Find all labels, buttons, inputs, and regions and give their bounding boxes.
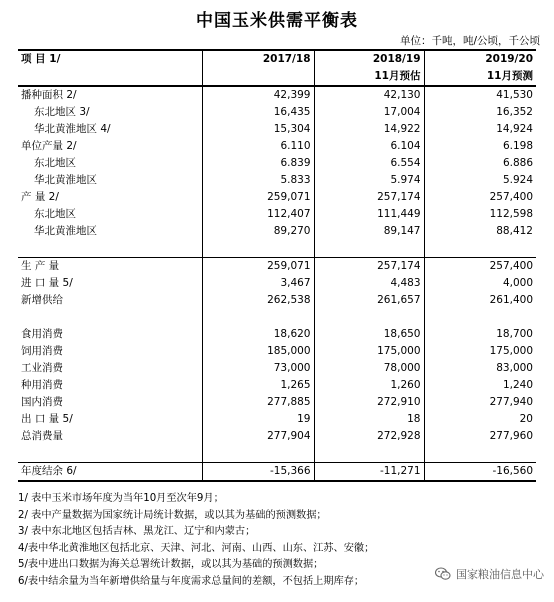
row-value: 41,530	[424, 86, 536, 104]
row-value: 18,620	[202, 326, 314, 343]
table-row	[18, 223, 536, 240]
row-label: 工业消费	[21, 362, 63, 374]
row-value: 272,928	[314, 428, 424, 445]
table-row	[18, 206, 536, 223]
spacer-cell	[314, 240, 424, 258]
table-row	[18, 258, 536, 276]
row-value: 4,000	[424, 275, 536, 292]
spacer-cell	[424, 309, 536, 326]
header-row	[18, 50, 536, 68]
row-value: 5.974	[314, 172, 424, 189]
row-value: 6.198	[424, 138, 536, 155]
row-value: 17,004	[314, 104, 424, 121]
row-value: 262,538	[202, 292, 314, 309]
row-value: 14,924	[424, 121, 536, 138]
row-value: 73,000	[202, 360, 314, 377]
header-item: 项 目 1/	[18, 50, 202, 68]
row-value: 78,000	[314, 360, 424, 377]
balance-table	[18, 49, 536, 482]
footnote: 6/表中结余量为当年新增供给量与年度需求总量间的差额，不包括上期库存；	[18, 575, 365, 587]
table-row	[18, 121, 536, 138]
row-value: 112,407	[202, 206, 314, 223]
row-value: 18,650	[314, 326, 424, 343]
row-value: 6.554	[314, 155, 424, 172]
spacer-cell	[18, 309, 202, 326]
row-value: 112,598	[424, 206, 536, 223]
row-value: 259,071	[202, 189, 314, 206]
footnote: 5/表中进出口数据为海关总署统计数据，或以其为基础的预测数据；	[18, 559, 324, 570]
spacer-cell	[424, 240, 536, 258]
row-value: 1,265	[202, 377, 314, 394]
row-value: 277,940	[424, 394, 536, 411]
row-value: 111,449	[314, 206, 424, 223]
row-label: 单位产量 2/	[21, 140, 77, 152]
row-value: 259,071	[202, 258, 314, 276]
row-label: 出 口 量 5/	[21, 413, 73, 425]
table-row	[18, 138, 536, 155]
spacer-cell	[18, 445, 202, 463]
spacer-row	[18, 309, 536, 326]
row-label: 种用消费	[21, 379, 63, 391]
table-row	[18, 86, 536, 104]
header-sub: 11月预估	[314, 68, 424, 86]
table-row	[18, 360, 536, 377]
row-value: 16,435	[202, 104, 314, 121]
footnotes	[18, 491, 374, 590]
spacer-cell	[424, 445, 536, 463]
row-label: 华北黄淮地区 4/	[34, 123, 111, 135]
table-row	[18, 189, 536, 206]
row-label: 东北地区	[34, 157, 76, 169]
table-row	[18, 292, 536, 309]
row-value: 6.110	[202, 138, 314, 155]
row-value: 83,000	[424, 360, 536, 377]
table-row	[18, 172, 536, 189]
table-row	[18, 104, 536, 121]
row-value: 185,000	[202, 343, 314, 360]
footnote: 2/ 表中产量数据为国家统计局统计数据，或以其为基础的预测数据；	[18, 509, 327, 521]
row-value: 18	[314, 411, 424, 428]
table-row	[18, 411, 536, 428]
spacer-row	[18, 445, 536, 463]
wechat-icon	[435, 567, 451, 581]
row-value: 261,657	[314, 292, 424, 309]
footnote: 4/表中华北黄淮地区包括北京、天津、河北、河南、山西、山东、江苏、安徽；	[18, 542, 375, 554]
table-row	[18, 394, 536, 411]
row-value: 20	[424, 411, 536, 428]
spacer-cell	[202, 309, 314, 326]
spacer-row	[18, 240, 536, 258]
header-year: 2018/19	[314, 50, 424, 68]
spacer-cell	[314, 445, 424, 463]
row-value: 15,304	[202, 121, 314, 138]
table-row	[18, 463, 536, 482]
row-label: 东北地区	[34, 208, 76, 220]
row-value: 89,270	[202, 223, 314, 240]
row-label: 总消费量	[21, 430, 63, 442]
table-row	[18, 377, 536, 394]
row-label: 华北黄淮地区	[34, 225, 97, 237]
row-value: -15,366	[202, 463, 314, 482]
row-value: 1,240	[424, 377, 536, 394]
row-value: 6.886	[424, 155, 536, 172]
row-value: 257,400	[424, 189, 536, 206]
row-value: 257,174	[314, 258, 424, 276]
row-value: 19	[202, 411, 314, 428]
row-value: 42,399	[202, 86, 314, 104]
row-label: 东北地区 3/	[34, 106, 90, 118]
spacer-cell	[18, 240, 202, 258]
watermark	[435, 566, 544, 582]
header-sub: 11月预测	[424, 68, 536, 86]
unit-note: 单位：千吨，吨/公顷，千公顷	[399, 35, 540, 47]
row-value: 89,147	[314, 223, 424, 240]
row-label: 华北黄淮地区	[34, 174, 97, 186]
spacer-cell	[202, 445, 314, 463]
row-value: 42,130	[314, 86, 424, 104]
row-value: 277,885	[202, 394, 314, 411]
page-title: 中国玉米供需平衡表	[196, 11, 358, 31]
row-value: 88,412	[424, 223, 536, 240]
row-value: 257,400	[424, 258, 536, 276]
spacer-cell	[202, 240, 314, 258]
row-value: 261,400	[424, 292, 536, 309]
row-label: 进 口 量 5/	[21, 277, 73, 289]
row-value: 5.924	[424, 172, 536, 189]
row-value: 14,922	[314, 121, 424, 138]
table-row	[18, 275, 536, 292]
header-sub-empty	[18, 68, 202, 86]
row-value: 1,260	[314, 377, 424, 394]
row-value: 6.839	[202, 155, 314, 172]
row-value: 3,467	[202, 275, 314, 292]
row-label: 产 量 2/	[21, 191, 59, 203]
row-label: 食用消费	[21, 328, 63, 340]
row-value: 6.104	[314, 138, 424, 155]
table-body	[18, 86, 536, 481]
row-value: -16,560	[424, 463, 536, 482]
spacer-cell	[314, 309, 424, 326]
watermark-text: 国家粮油信息中心	[456, 568, 544, 581]
row-value: 4,483	[314, 275, 424, 292]
header-year: 2017/18	[202, 50, 314, 68]
table-row	[18, 428, 536, 445]
footnote: 1/ 表中玉米市场年度为当年10月至次年9月；	[18, 493, 224, 504]
table-row	[18, 343, 536, 360]
row-value: 175,000	[314, 343, 424, 360]
row-label: 国内消费	[21, 396, 63, 408]
row-value: 5.833	[202, 172, 314, 189]
row-label: 新增供给	[21, 294, 63, 306]
row-label: 播种面积 2/	[21, 89, 77, 101]
table-row	[18, 155, 536, 172]
row-value: -11,271	[314, 463, 424, 482]
row-value: 18,700	[424, 326, 536, 343]
row-value: 16,352	[424, 104, 536, 121]
row-value: 257,174	[314, 189, 424, 206]
table-row	[18, 326, 536, 343]
row-value: 277,904	[202, 428, 314, 445]
row-value: 175,000	[424, 343, 536, 360]
header-year: 2019/20	[424, 50, 536, 68]
row-value: 277,960	[424, 428, 536, 445]
row-label: 年度结余 6/	[18, 463, 202, 482]
row-label: 生 产 量	[18, 258, 202, 276]
footnote: 3/ 表中东北地区包括吉林、黑龙江、辽宁和内蒙古；	[18, 526, 256, 537]
row-value: 272,910	[314, 394, 424, 411]
header-subrow	[18, 68, 536, 86]
header-sub	[202, 68, 314, 86]
row-label: 饲用消费	[21, 345, 63, 357]
